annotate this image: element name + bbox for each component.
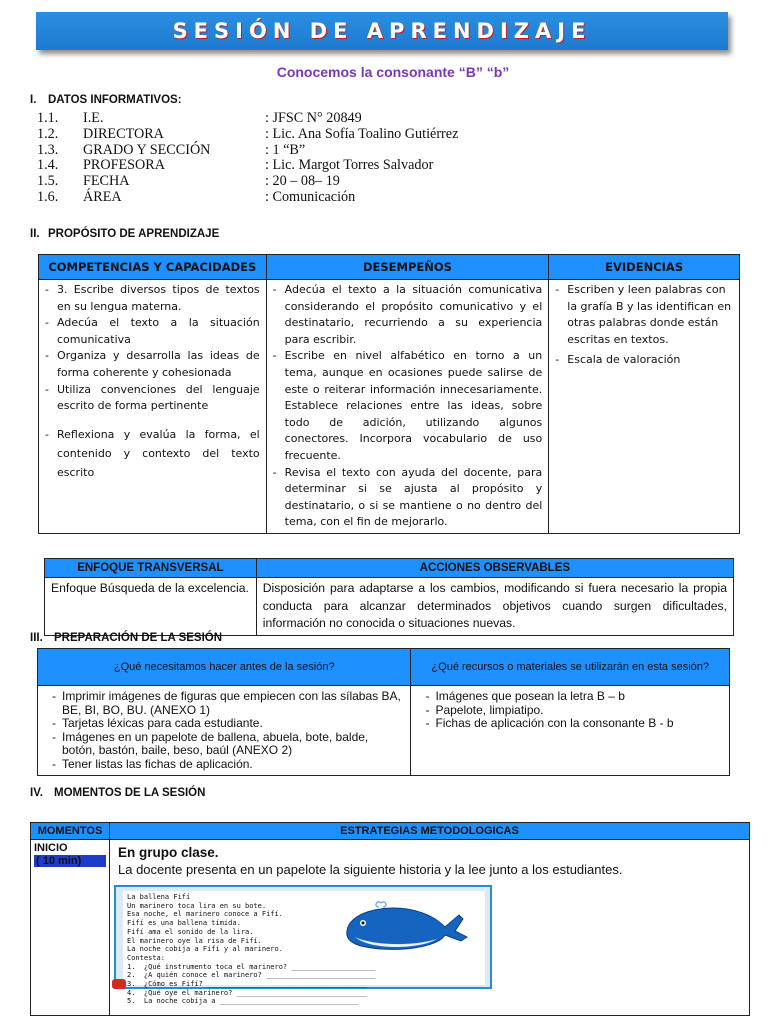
info-key: GRADO Y SECCIÓN (83, 141, 211, 158)
header-recursos: ¿Qué recursos o materiales se utilizarán en esta sesión? (411, 649, 730, 686)
info-key: DIRECTORA (83, 125, 164, 142)
section-label: PROPÓSITO DE APRENDIZAJE (48, 228, 220, 240)
story-paper (123, 891, 485, 1006)
story-line: Contesta: (127, 953, 165, 962)
info-number: 1.6. (37, 188, 59, 205)
list-item: - Utiliza convenciones del lenguaje escrito de forma pertinente (45, 382, 260, 415)
grupo-clase-heading: En grupo clase. (118, 845, 219, 860)
info-value: : Lic. Ana Sofía Toalino Gutiérrez (265, 125, 459, 142)
list-item: - Escriben y leen palabras con la grafía B y las identifican en otras palabras donde están escritas en textos. (555, 282, 733, 348)
whale-icon (341, 901, 471, 953)
section-label: DATOS INFORMATIVOS: (48, 94, 182, 106)
section-heading-proposito (30, 228, 219, 240)
list-item: - Imágenes en un papelote de ballena, abuela, bote, balde, botón, bastón, baile, beso, baúl (ANEXO 2) (52, 731, 402, 758)
info-key: ÁREA (83, 188, 122, 205)
info-number: 1.1. (37, 110, 59, 126)
section-heading-datos (30, 94, 182, 106)
session-subtitle: Conocemos la consonante “B” “b” (276, 64, 510, 80)
info-number: 1.5. (37, 173, 59, 190)
list-item: - Reflexiona y evalúa la forma, el contenido y contexto del texto escrito (45, 425, 260, 482)
story-line: 1. ¿Qué instrumento toca el marinero? ____________________ (127, 962, 376, 971)
info-number: 1.3. (37, 141, 59, 158)
list-item: - 3. Escribe diversos tipos de textos en su lengua materna. (45, 282, 260, 315)
page-title: SESIÓN DE APRENDIZAJE (172, 19, 592, 43)
enfoque-table (44, 558, 734, 636)
preparacion-table (37, 648, 730, 776)
list-item: - Revisa el texto con ayuda del docente, para determinar si se ajusta al propósito y destinatario, o si se mantiene o no dentro del tema, con el fin de mejorarlo. (273, 465, 543, 531)
list-item: - Escribe en nivel alfabético en torno a un tema, aunque en ocasiones puede salirse de este o reiterar información innecesariamente. Establece relaciones entre las ideas, sobre todo de adición, utilizando algunos conectores. Incorpora vocabulario de uso frecuente. (273, 348, 543, 464)
story-line: 5. La noche cobija a _________________________________ (127, 997, 359, 1006)
header-acciones: ACCIONES OBSERVABLES (256, 559, 733, 578)
info-key: I.E. (83, 110, 104, 126)
info-value: : JFSC N° 20849 (265, 110, 362, 126)
header-desempenos: DESEMPEÑOS (266, 255, 549, 280)
list-item: - Imprimir imágenes de figuras que empiecen con las sílabas BA, BE, BI, BO, BU. (ANEXO 1) (52, 690, 402, 717)
list-item: - Imágenes que posean la letra B – b (425, 690, 721, 704)
momento-inicio-label: INICIO (34, 842, 68, 854)
recursos-cell (411, 686, 730, 776)
antes-cell (38, 686, 411, 776)
info-value: : Lic. Margot Torres Salvador (265, 157, 434, 174)
info-number: 1.2. (37, 125, 59, 142)
story-line: La ballena Fifí (127, 893, 191, 901)
story-line: La noche cobija a Fifí y al marinero. (127, 945, 283, 954)
story-line: Fifí es una ballena tímida. (127, 919, 241, 928)
header-evidencias: EVIDENCIAS (549, 255, 740, 280)
story-poster (114, 885, 492, 1006)
header-competencias: COMPETENCIAS Y CAPACIDADES (39, 255, 267, 280)
momento-cell (31, 840, 110, 1016)
list-item: - Escala de valoración (555, 352, 733, 369)
list-item: - Tener listas las fichas de aplicación. (52, 758, 402, 772)
docente-paragraph: La docente presenta en un papelote la siguiente historia y la lee junto a los estudiantes. (118, 862, 623, 877)
story-line: Esa noche, el marinero conoce a Fifí. (127, 910, 283, 919)
section-label: MOMENTOS DE LA SESIÓN (54, 787, 206, 799)
section-number: II. (30, 228, 40, 240)
section-heading-momentos (30, 787, 205, 799)
section-label: PREPARACIÓN DE LA SESIÓN (54, 632, 223, 644)
evidencias-cell (549, 280, 740, 534)
info-value: : 20 – 08– 19 (265, 173, 340, 190)
desempenos-cell (266, 280, 549, 534)
title-banner (36, 12, 728, 50)
acciones-cell: Disposición para adaptarse a los cambios, modificando si fuera necesario la propia conducta para alcanzar determinados objetivos cuando surgen dificultades, información no conocida o situaciones nuevas. (256, 578, 733, 636)
info-value: : Comunicación (265, 188, 356, 205)
info-value: : 1 “B” (265, 141, 306, 158)
story-line: 3. ¿Cómo es Fifí? ______________________________________ (127, 980, 368, 989)
red-sticker (112, 979, 126, 989)
info-number: 1.4. (37, 157, 59, 174)
estrategias-cell (110, 840, 750, 1016)
momentos-table (30, 822, 750, 1016)
section-number: III. (30, 632, 43, 644)
header-antes: ¿Qué necesitamos hacer antes de la sesión? (38, 649, 411, 686)
header-enfoque: ENFOQUE TRANSVERSAL (45, 559, 257, 578)
story-line: 4. ¿Qué oye el marinero? _______________________________ (127, 988, 368, 997)
enfoque-cell: Enfoque Búsqueda de la excelencia. (45, 578, 257, 636)
info-key: FECHA (83, 173, 130, 190)
info-key: PROFESORA (83, 157, 166, 174)
story-line: 2. ¿A quién conoce el marinero? __________________________ (127, 971, 376, 980)
story-line: Un marinero toca lira en su bote. (127, 901, 267, 910)
list-item: - Fichas de aplicación con la consonante B - b (425, 717, 721, 731)
proposito-table (38, 254, 740, 534)
section-number: IV. (30, 787, 44, 799)
header-estrategias: ESTRATEGIAS METODOLOGICAS (110, 823, 750, 840)
section-heading-preparacion (30, 632, 222, 644)
header-momentos: MOMENTOS (31, 823, 110, 840)
story-line: El marinero oye la risa de Fifí. (127, 936, 262, 945)
list-item: - Adecúa el texto a la situación comunicativa considerando el propósito comunicativo y el destinatario, recurriendo a su experiencia para escribir. (273, 282, 543, 348)
story-line: Fifí ama el sonido de la lira. (127, 927, 254, 936)
list-item: - Tarjetas léxicas para cada estudiante. (52, 717, 402, 731)
list-item: - Organiza y desarrolla las ideas de forma coherente y cohesionada (45, 348, 260, 381)
list-item: - Adecúa el texto a la situación comunicativa (45, 315, 260, 348)
list-item: - Papelote, limpiatipo. (425, 704, 721, 718)
section-number: I. (30, 94, 37, 106)
competencias-cell (39, 280, 267, 534)
momento-time: ( 10 min) (34, 855, 106, 867)
story-text (127, 893, 376, 1006)
